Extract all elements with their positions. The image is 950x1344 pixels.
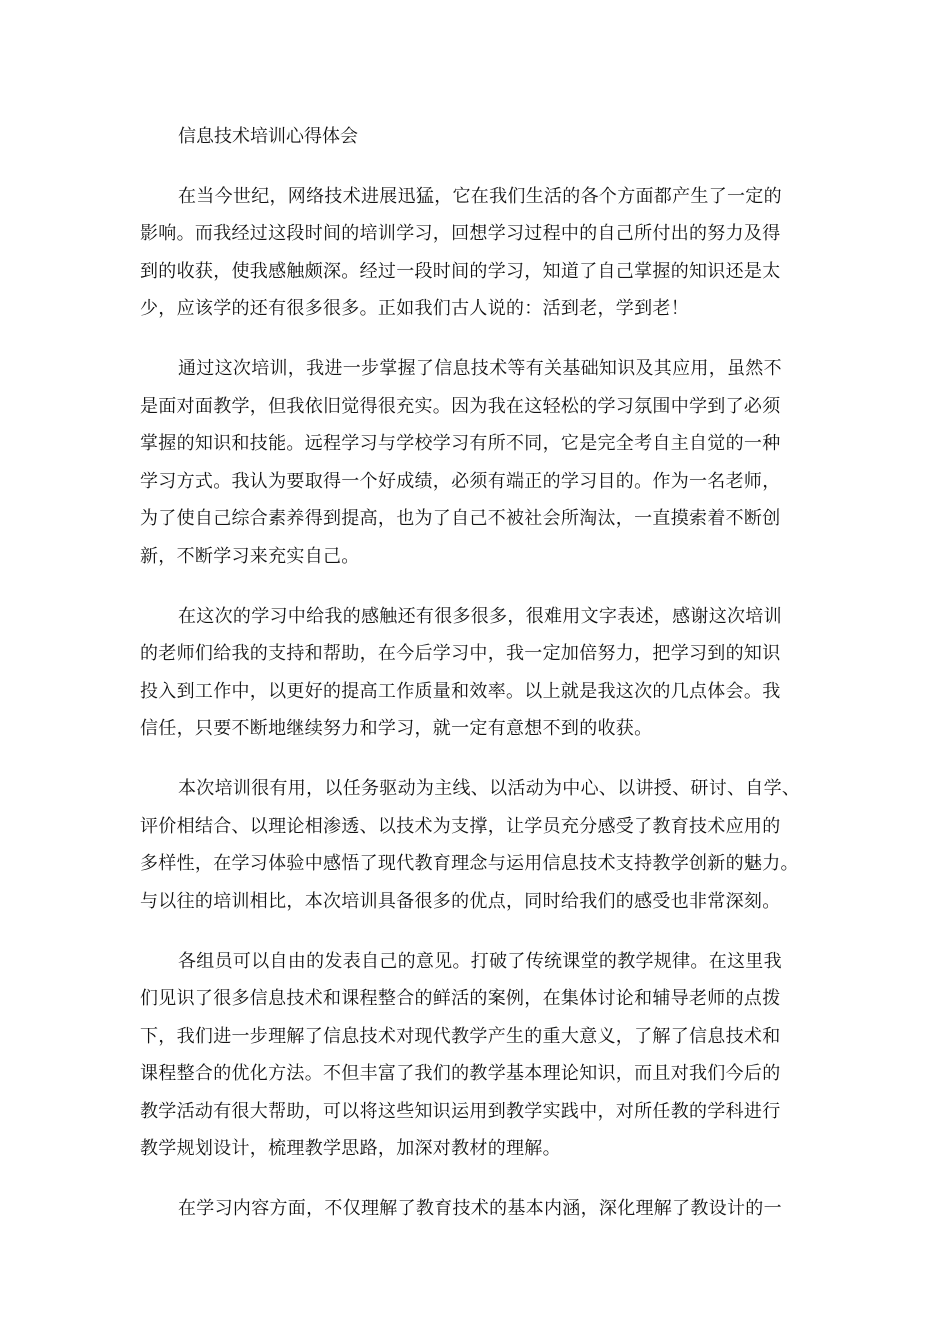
paragraph-line: 通过这次培训，我进一步掌握了信息技术等有关基础知识及其应用，虽然不: [178, 358, 782, 379]
document-title: 信息技术培训心得体会: [178, 126, 358, 147]
paragraph-line: 各组员可以自由的发表自己的意见。打破了传统课堂的教学规律。在这里我: [178, 951, 782, 972]
paragraph-line: 少，应该学的还有很多很多。正如我们古人说的：活到老，学到老！: [140, 298, 689, 319]
paragraph-line: 与以往的培训相比，本次培训具备很多的优点，同时给我们的感受也非常深刻。: [140, 891, 781, 912]
paragraph-line: 学习方式。我认为要取得一个好成绩，必须有端正的学习目的。作为一名老师，: [140, 471, 781, 492]
paragraph-line: 教学活动有很大帮助，可以将这些知识运用到教学实践中，对所任教的学科进行: [140, 1101, 781, 1122]
paragraph-line: 下，我们进一步理解了信息技术对现代教学产生的重大意义，了解了信息技术和: [140, 1026, 781, 1047]
paragraph-line: 课程整合的优化方法。不但丰富了我们的教学基本理论知识，而且对我们今后的: [140, 1063, 781, 1084]
paragraph-line: 评价相结合、以理论相渗透、以技术为支撑，让学员充分感受了教育技术应用的: [140, 816, 781, 837]
paragraph-line: 在学习内容方面，不仅理解了教育技术的基本内涵，深化理解了教设计的一: [178, 1198, 782, 1219]
paragraph-line: 为了使自己综合素养得到提高，也为了自己不被社会所淘汰，一直摸索着不断创: [140, 508, 781, 529]
paragraph-line: 掌握的知识和技能。远程学习与学校学习有所不同，它是完全考自主自觉的一种: [140, 433, 781, 454]
paragraph-line: 在当今世纪，网络技术进展迅猛，它在我们生活的各个方面都产生了一定的: [178, 186, 782, 207]
paragraph-line: 影响。而我经过这段时间的培训学习，回想学习过程中的自己所付出的努力及得: [140, 223, 781, 244]
paragraph-line: 们见识了很多信息技术和课程整合的鲜活的案例，在集体讨论和辅导老师的点拨: [140, 988, 781, 1009]
paragraph-line: 教学规划设计，梳理教学思路，加深对教材的理解。: [140, 1138, 561, 1159]
paragraph-line: 信任，只要不断地继续努力和学习，就一定有意想不到的收获。: [140, 718, 653, 739]
paragraph-line: 多样性，在学习体验中感悟了现代教育理念与运用信息技术支持教学创新的魅力。: [140, 853, 799, 874]
paragraph-line: 在这次的学习中给我的感触还有很多很多，很难用文字表述，感谢这次培训: [178, 606, 782, 627]
paragraph-line: 是面对面教学，但我依旧觉得很充实。因为我在这轻松的学习氛围中学到了必须: [140, 396, 781, 417]
paragraph-line: 投入到工作中，以更好的提高工作质量和效率。以上就是我这次的几点体会。我: [140, 681, 781, 702]
paragraph-line: 本次培训很有用，以任务驱动为主线、以活动为中心、以讲授、研讨、自学、: [178, 778, 801, 799]
paragraph-line: 到的收获，使我感触颇深。经过一段时间的学习，知道了自己掌握的知识还是太: [140, 261, 781, 282]
paragraph-line: 的老师们给我的支持和帮助，在今后学习中，我一定加倍努力，把学习到的知识: [140, 643, 781, 664]
paragraph-line: 新，不断学习来充实自己。: [140, 546, 360, 567]
